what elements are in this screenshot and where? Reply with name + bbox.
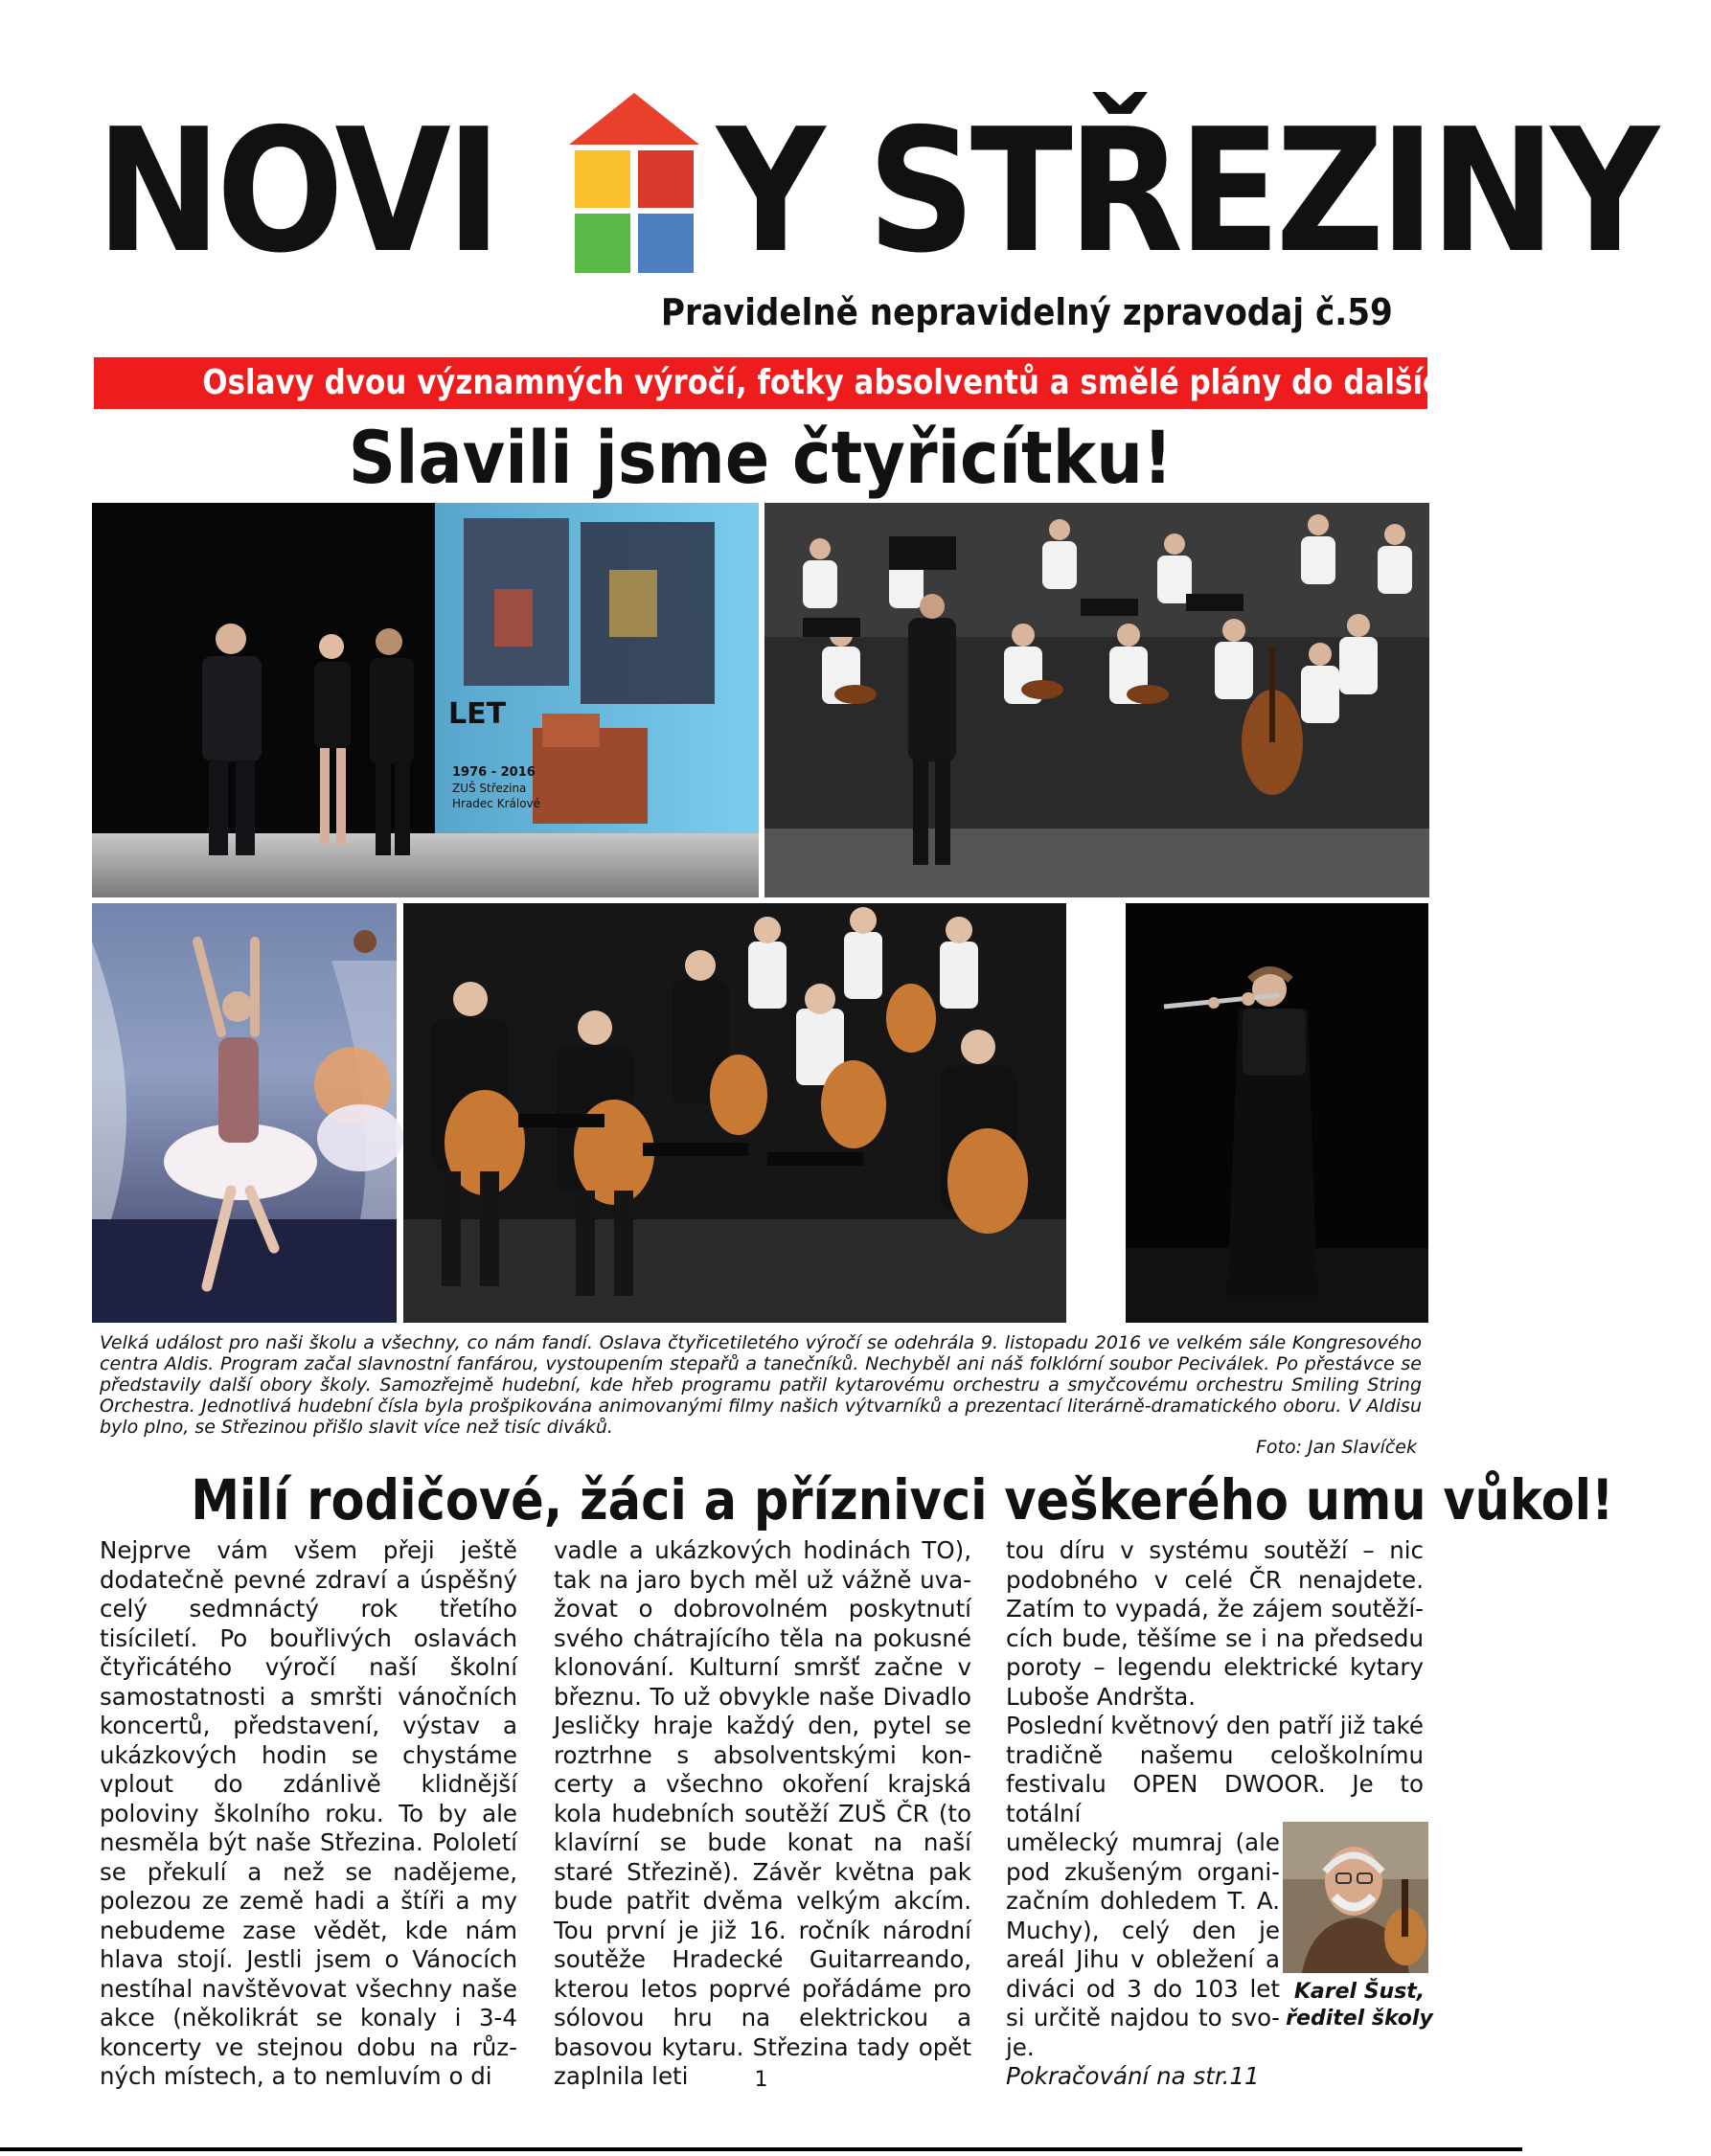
headline-article: Milí rodičové, žáci a příznivci veškerého umu vůkol! [191,1467,1614,1532]
photo-string-orchestra [764,503,1429,897]
portrait-role: ředitel školy [1286,2007,1433,2031]
banner-bar [94,357,1536,409]
bottom-rule [0,2147,1522,2151]
photo-dancer [92,903,397,1323]
masthead-title-left: NOVI [96,92,497,290]
article-paragraph: Poslední květnový den patří již také tradičně našemu celoškolnímu festivalu OPEN DWOOR. Je to totální [1006,1712,1424,1827]
portrait-caption [1283,1979,1436,2032]
masthead-title-right: Y STŘEZINY [717,92,1654,290]
portrait-name: Karel Šust, [1293,1980,1426,2004]
masthead [96,81,1654,290]
portrait-photo [1283,1822,1428,1973]
article-column-2 [554,1536,971,2092]
article-paragraph: vadle a ukázkových hodinách TO), tak na jaro bych měl už vážně uvažovat o dobrovolném poskytnutí svého chátrajícího těla na pokusné klonování. Kulturní smršť začne v březnu. To už obvykle naše Divadlo Jesličky hraje každý den, pytel se roztrhne s absolventskými koncerty a všechno okoření krajská kola hudebních soutěží ZUŠ ČR (to klavírní se bude konat na naší staré Střezině). Závěr května pak bude patřit dvěma velkým akcím. Tou první je již 16. ročník národní soutěže Hradecké Guitarreando, kterou letos poprvé pořádáme pro sólovou hru na elektrickou a basovou kytaru. Střezina tady opět zaplnila leti [554,1536,971,2090]
article-paragraph: Nejprve vám všem přeji ještě dodatečně pevné zdraví a úspěšný celý sedmnáctý rok třetího tisíciletí. Po bouřlivých oslavách čtyřicátého výročí naší školní samostatnosti a smršti vánočních koncertů, představení, výstav a ukázkových hodin se chystáme vplout do zdánlivě klidnější poloviny školního roku. To by ale nesměla být naše Střezina. Pololetí se překulí a než se nadějeme, polezou ze země hadi a štíři a my nebudeme zase vědět, kde nám hlava stojí. Jestli jsem o Vánocích nestíhal navštěvovat všechny naše akce (několikrát se konaly i 3-4 koncerty ve stejnou dobu na různých místech, a to nemluvím o di [100,1536,517,2090]
banner-text: Oslavy dvou významných výročí, fotky absolventů a smělé plány do dalších dnů [202,363,1536,402]
article-column-1 [100,1536,517,2092]
photo-caption: Velká událost pro naši školu a všechny, co nám fandí. Oslava čtyřicetiletého výročí se odehrála 9. listopadu 2016 ve velkém sále Kongresového centra Aldis. Program začal slavnostní fanfárou, vystoupením stepařů a tanečníků. Nechyběl ani náš folklórní soubor Peciválek. Po přestávce se představily další obory školy. Samozřejmě hudební, kde hřeb programu patřil kytarovému orchestru a smyčcovému orchestru Smiling String Orchestra. Jednotlivá hudební čísla byla prošpikována animovanými filmy našich výtvarníků a prezentací literárně-dramatického oboru. V Aldisu bylo plno, se Střezinou přišlo slavit více než tisíc diváků. [100,1332,1422,1438]
article-paragraph: umělecký mumraj (ale pod zkušeným organizačním dohledem T. A. Muchy), celý den je areál Jihu v obležení a diváci od 3 do 103 let si určitě najdou to svoje. [1006,1828,1280,2061]
photo-flutist [1126,903,1428,1323]
svg-text:Hradec Králové: Hradec Králové [452,797,541,810]
newsletter-subtitle: Pravidelně nepravidelný zpravodaj č.59 [661,291,1393,333]
svg-text:LET: LET [448,697,507,731]
page-number: 1 [754,2068,768,2092]
article-paragraph: tou díru v systému soutěží – nic podobného v celé ČR nenajdete. Zatím to vypadá, že zájem soutěžících bude, těšíme se i na předsedu poroty – legendu elektrické kytary Luboše Andršta. [1006,1536,1424,1711]
headline-main: Slavili jsme čtyřicítku! [348,415,1174,500]
house-logo-icon [563,91,705,278]
continued-note: Pokračování na str.11 [1006,2062,1260,2090]
svg-text:ZUŠ Střezina: ZUŠ Střezina [452,782,527,795]
photo-credit: Foto: Jan Slavíček [1255,1437,1417,1458]
photo-stage-ceremony [92,503,759,897]
svg-text:1976 - 2016: 1976 - 2016 [452,765,536,780]
photo-guitar-orchestra [403,903,1066,1323]
